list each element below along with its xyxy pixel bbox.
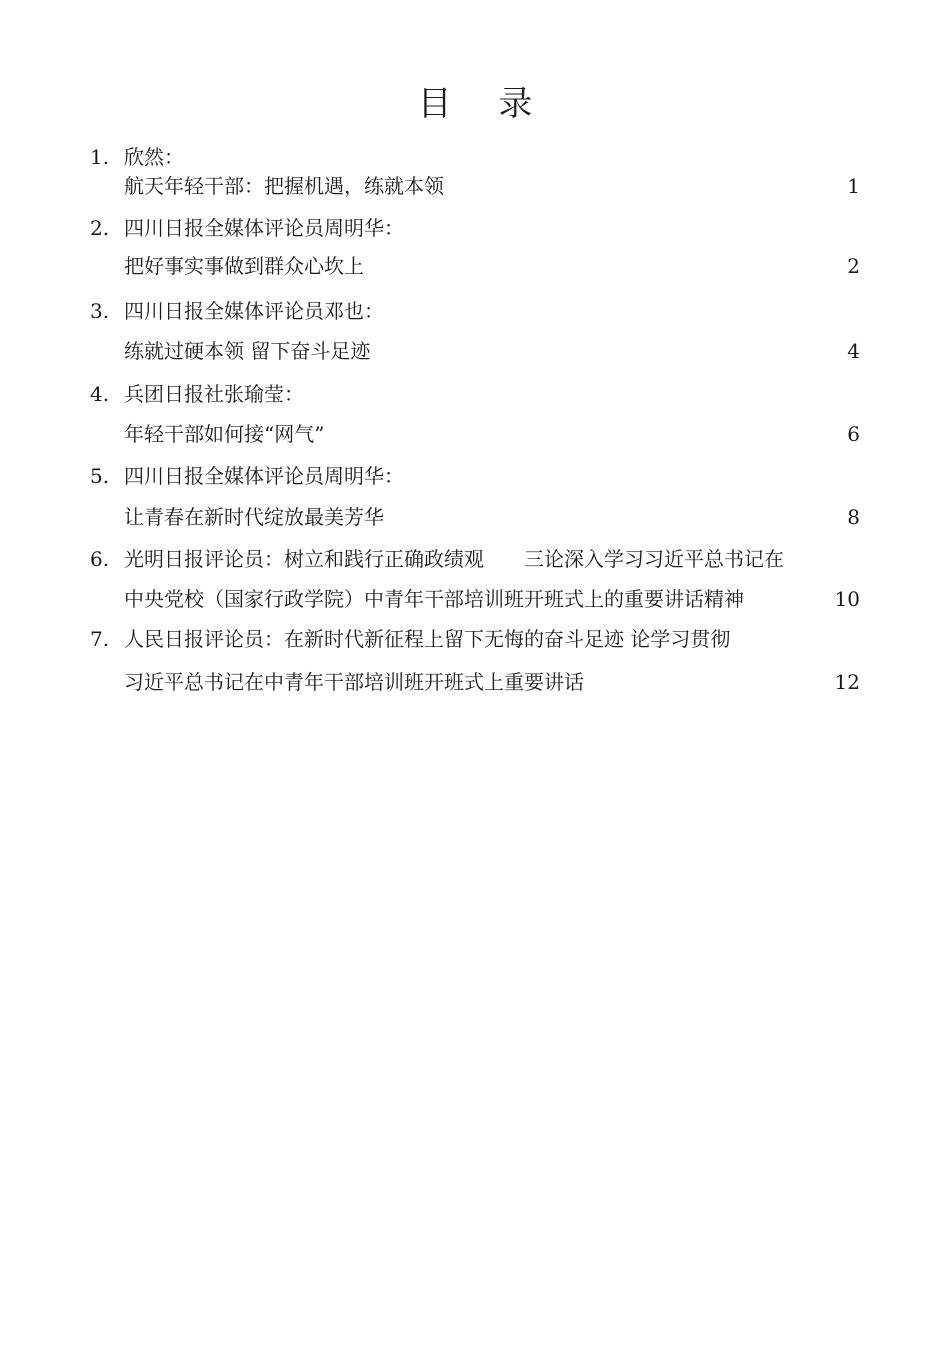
entry-subtitle: 让青春在新时代绽放最美芳华: [124, 505, 384, 529]
entry-number: 7.: [90, 627, 110, 651]
entry-subtitle: 中央党校（国家行政学院）中青年干部培训班开班式上的重要讲话精神: [124, 587, 744, 611]
entry-page-number: 4: [847, 339, 860, 363]
entry-page-number: 10: [834, 587, 860, 611]
entry-heading: 人民日报评论员：在新时代新征程上留下无悔的奋斗足迹 论学习贯彻: [124, 627, 731, 651]
entry-page-number: 1: [847, 174, 860, 198]
entry-number: 2.: [90, 216, 110, 240]
entry-heading: 四川日报全媒体评论员周明华：: [124, 464, 404, 488]
entry-page-number: 8: [847, 505, 860, 529]
entry-subtitle: 航天年轻干部：把握机遇，练就本领: [124, 174, 444, 198]
entry-number: 6.: [90, 547, 110, 571]
toc-title: 目 录: [417, 84, 551, 124]
entry-heading: 光明日报评论员：树立和践行正确政绩观 三论深入学习习近平总书记在: [124, 547, 784, 571]
entry-number: 1.: [90, 145, 110, 169]
entry-number: 3.: [90, 299, 110, 323]
entry-page-number: 12: [834, 670, 860, 694]
entry-heading: 兵团日报社张瑜莹：: [124, 382, 304, 406]
entry-number: 4.: [90, 382, 110, 406]
entry-heading: 欣然：: [124, 145, 184, 169]
entry-subtitle: 年轻干部如何接“网气”: [124, 422, 325, 446]
entry-page-number: 6: [847, 422, 860, 446]
entry-subtitle: 把好事实事做到群众心坎上: [124, 254, 364, 278]
entry-heading: 四川日报全媒体评论员周明华：: [124, 216, 404, 240]
entry-page-number: 2: [847, 254, 860, 278]
entry-subtitle: 练就过硬本领 留下奋斗足迹: [124, 339, 371, 363]
entry-heading: 四川日报全媒体评论员邓也：: [124, 299, 384, 323]
entry-number: 5.: [90, 464, 110, 488]
entry-subtitle: 习近平总书记在中青年干部培训班开班式上重要讲话: [124, 670, 584, 694]
